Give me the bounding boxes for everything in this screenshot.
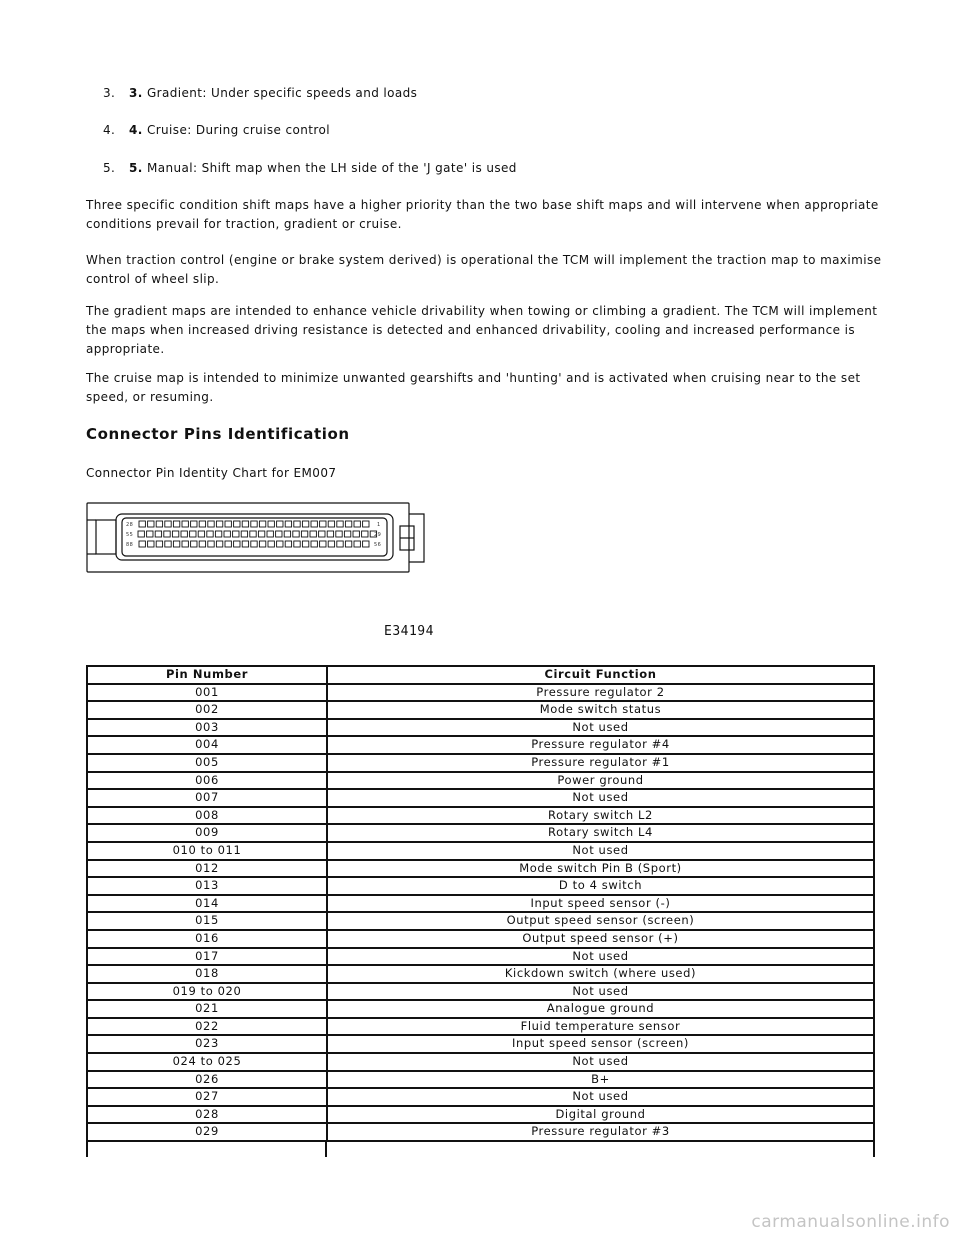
pin-number-cell: 014 xyxy=(87,895,327,913)
table-row xyxy=(87,719,874,737)
circuit-function-cell: Not used xyxy=(327,842,874,860)
pin-number-cell: 028 xyxy=(87,1106,327,1124)
table-row xyxy=(87,895,874,913)
pin-number-cell: 010 to 011 xyxy=(87,842,327,860)
pin-number-cell: 018 xyxy=(87,965,327,983)
pin-label: 1 xyxy=(377,522,381,528)
pin-number-cell: 026 xyxy=(87,1071,327,1089)
paragraph-traction: When traction control (engine or brake system derived) is operational the TCM will implement the traction map to maximise control of wheel slip. xyxy=(86,253,882,286)
circuit-function-cell: Not used xyxy=(327,719,874,737)
circuit-function-cell: Mode switch Pin B (Sport) xyxy=(327,860,874,878)
table-border xyxy=(86,1141,88,1157)
paragraph-cruise: The cruise map is intended to minimize unwanted gearshifts and 'hunting' and is activated when cruising near to the set speed, or resuming. xyxy=(86,371,861,404)
table-row xyxy=(87,930,874,948)
table-row xyxy=(87,684,874,702)
pin-number-cell: 004 xyxy=(87,736,327,754)
table-row xyxy=(87,983,874,1001)
table-row xyxy=(87,789,874,807)
pin-number-cell: 019 to 020 xyxy=(87,983,327,1001)
circuit-function-cell: Analogue ground xyxy=(327,1000,874,1018)
pin-number-cell: 002 xyxy=(87,701,327,719)
pin-number-cell: 007 xyxy=(87,789,327,807)
pin-label: 56 xyxy=(374,542,382,548)
list-number: 4. xyxy=(103,123,116,137)
table-row xyxy=(87,877,874,895)
list-item xyxy=(103,160,517,176)
circuit-function-cell: Pressure regulator 2 xyxy=(327,684,874,702)
table-row xyxy=(87,1035,874,1053)
circuit-function-cell: Not used xyxy=(327,983,874,1001)
table-row xyxy=(87,1000,874,1018)
pin-number-cell: 008 xyxy=(87,807,327,825)
connector-diagram xyxy=(86,500,436,575)
circuit-function-cell: Input speed sensor (-) xyxy=(327,895,874,913)
list-bold-number: 5. xyxy=(129,161,143,175)
list-text: Gradient: Under specific speeds and loads xyxy=(146,86,418,100)
figure-caption: Connector Pin Identity Chart for EM007 xyxy=(86,466,337,480)
table-row xyxy=(87,1088,874,1106)
circuit-function-cell: Input speed sensor (screen) xyxy=(327,1035,874,1053)
table-row xyxy=(87,807,874,825)
list-item xyxy=(103,122,330,138)
list-bold-number: 4. xyxy=(129,123,143,137)
circuit-function-cell: Not used xyxy=(327,1088,874,1106)
list-bold-number: 3. xyxy=(129,86,143,100)
column-header-function: Circuit Function xyxy=(327,666,874,684)
circuit-function-cell: Fluid temperature sensor xyxy=(327,1018,874,1036)
circuit-function-cell: D to 4 switch xyxy=(327,877,874,895)
list-text: Manual: Shift map when the LH side of the 'J gate' is used xyxy=(146,161,517,175)
table-row xyxy=(87,1123,874,1141)
section-heading: Connector Pins Identification xyxy=(86,425,350,443)
table-row xyxy=(87,824,874,842)
pin-label: 29 xyxy=(374,532,382,538)
pin-number-cell: 027 xyxy=(87,1088,327,1106)
pin-number-cell: 009 xyxy=(87,824,327,842)
pin-number-cell: 015 xyxy=(87,912,327,930)
circuit-function-cell: Kickdown switch (where used) xyxy=(327,965,874,983)
pin-label: 88 xyxy=(126,542,134,548)
pin-number-cell: 001 xyxy=(87,684,327,702)
circuit-function-cell: B+ xyxy=(327,1071,874,1089)
list-number: 3. xyxy=(103,86,116,100)
circuit-function-cell: Not used xyxy=(327,1053,874,1071)
table-border xyxy=(325,1141,327,1157)
circuit-function-cell: Digital ground xyxy=(327,1106,874,1124)
paragraph-gradient: The gradient maps are intended to enhance vehicle drivability when towing or climbing a gradient. The TCM will implement the maps when increased driving resistance is detected and enhanced drivability, cooling and increased performance is appropriate. xyxy=(86,304,878,356)
pin-label: 28 xyxy=(126,522,134,528)
circuit-function-cell: Output speed sensor (+) xyxy=(327,930,874,948)
pin-number-cell: 021 xyxy=(87,1000,327,1018)
pin-label: 55 xyxy=(126,532,134,538)
circuit-function-cell: Rotary switch L4 xyxy=(327,824,874,842)
circuit-function-cell: Output speed sensor (screen) xyxy=(327,912,874,930)
list-number: 5. xyxy=(103,161,116,175)
pin-number-cell: 023 xyxy=(87,1035,327,1053)
table-border xyxy=(873,1141,875,1157)
circuit-function-cell: Not used xyxy=(327,948,874,966)
circuit-function-cell: Rotary switch L2 xyxy=(327,807,874,825)
pin-number-cell: 005 xyxy=(87,754,327,772)
table-row xyxy=(87,912,874,930)
table-row xyxy=(87,1106,874,1124)
circuit-function-cell: Not used xyxy=(327,789,874,807)
list-text: Cruise: During cruise control xyxy=(146,123,330,137)
pin-number-cell: 013 xyxy=(87,877,327,895)
pin-number-cell: 003 xyxy=(87,719,327,737)
table-row xyxy=(87,772,874,790)
figure-label: E34194 xyxy=(384,624,434,639)
table-row xyxy=(87,1018,874,1036)
table-row xyxy=(87,701,874,719)
circuit-function-cell: Pressure regulator #3 xyxy=(327,1123,874,1141)
table-row xyxy=(87,860,874,878)
table-row xyxy=(87,1071,874,1089)
pin-number-cell: 016 xyxy=(87,930,327,948)
paragraph-priority: Three specific condition shift maps have a higher priority than the two base shift maps and will intervene when appropriate conditions prevail for traction, gradient or cruise. xyxy=(86,198,879,231)
table-row xyxy=(87,1053,874,1071)
pin-number-cell: 022 xyxy=(87,1018,327,1036)
pin-number-cell: 017 xyxy=(87,948,327,966)
circuit-function-cell: Pressure regulator #4 xyxy=(327,736,874,754)
list-item xyxy=(103,85,417,101)
table-row xyxy=(87,842,874,860)
circuit-function-cell: Pressure regulator #1 xyxy=(327,754,874,772)
circuit-function-cell: Power ground xyxy=(327,772,874,790)
column-header-pin: Pin Number xyxy=(87,666,327,684)
watermark: carmanualsonline.info xyxy=(751,1212,950,1232)
table-header-row xyxy=(87,666,874,684)
pin-identity-table xyxy=(86,665,875,1142)
circuit-function-cell: Mode switch status xyxy=(327,701,874,719)
table-row xyxy=(87,736,874,754)
table-row xyxy=(87,754,874,772)
pin-number-cell: 006 xyxy=(87,772,327,790)
pin-number-cell: 012 xyxy=(87,860,327,878)
table-row xyxy=(87,965,874,983)
pin-number-cell: 029 xyxy=(87,1123,327,1141)
pin-number-cell: 024 to 025 xyxy=(87,1053,327,1071)
table-row xyxy=(87,948,874,966)
